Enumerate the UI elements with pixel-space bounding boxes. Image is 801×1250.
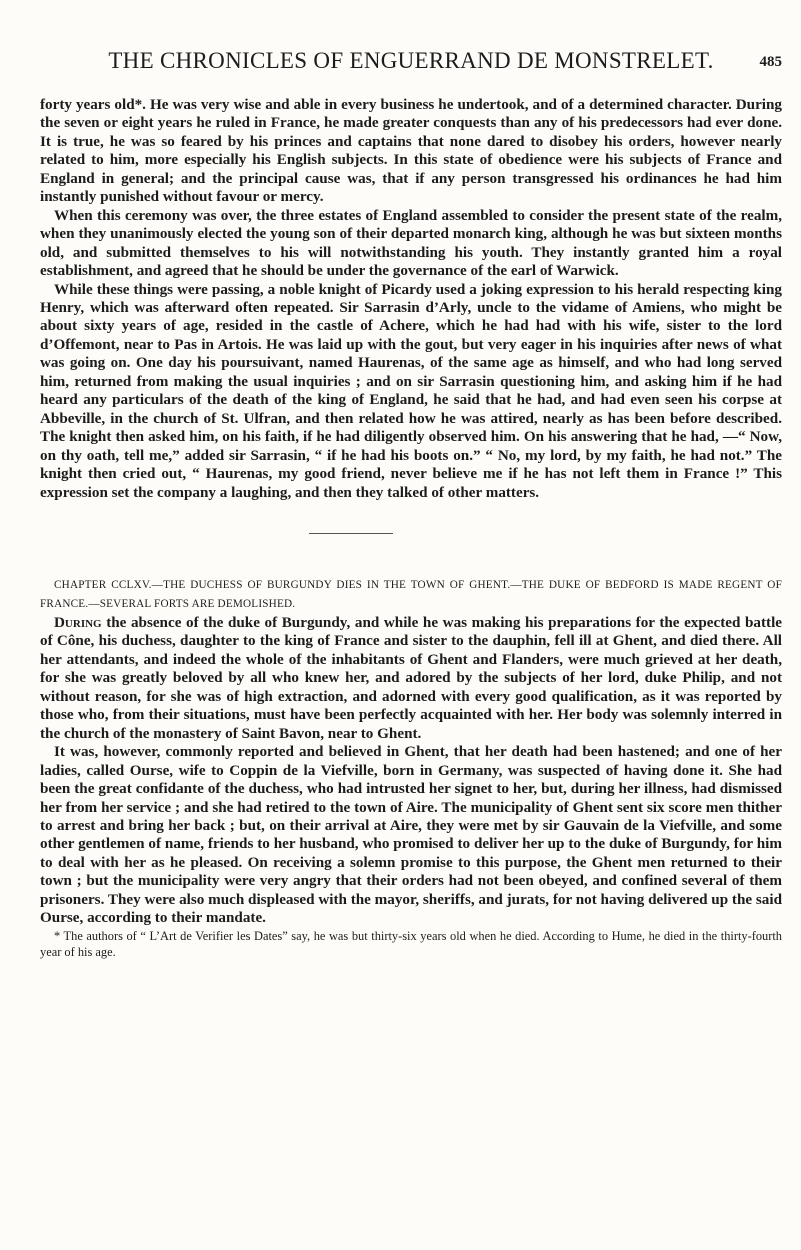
section-divider-area <box>40 502 782 576</box>
paragraph-text: the absence of the duke of Burgundy, and while he was making his preparations for the expected battle of Cône, his duchess, daughter to the king of France and sister to the dauphin, fell ill at Ghent, and died there. All her attendants, and indeed the whole of the inhabitants of Ghent and Flanders, were much grieved at her death, for she was greatly beloved by all who knew her, and adored by the subjects of her lord, duke Philip, and not without reason, for she was of high extraction, and adorned with every good qualification, as it was reported by those who, from their situations, must have been perfectly acquainted with her. Her body was solemnly interred in the church of the monastery of Saint Bavon, near to Ghent. <box>40 613 782 742</box>
paragraph: While these things were passing, a noble knight of Picardy used a joking expression to his herald respecting king Henry, which was afterward often repeated. Sir Sarrasin d’Arly, uncle to the vidame of Amiens, who might be about sixty years of age, resided in the castle of Achere, which he had had with his wife, sister to the lord d’Offemont, near to Pas in Artois. He was laid up with the gout, but very eager in his inquiries after news of what was going on. One day his poursuivant, named Haurenas, of the same age as himself, and who had long served him, returned from making the usual inquiries ; and on sir Sarrasin questioning him, and asking him if he had heard any particulars of the death of the king of England, he said that he had, and had even seen his corpse at Abbeville, in the church of St. Ulfran, and then related how he was attired, nearly as has been before described. The knight then asked him, on his faith, if he had diligently observed him. On his answering that he had, —“ Now, on thy oath, tell me,” added sir Sarrasin, “ if he had his boots on.” “ No, my lord, by my faith, he had not.” The knight then cried out, “ Haurenas, my good friend, never believe me if he has not left them in France !” This expression set the company a laughing, and then they talked of other matters. <box>40 280 782 501</box>
page-number: 485 <box>759 54 782 70</box>
running-title: THE CHRONICLES OF ENGUERRAND DE MONSTRELET. <box>108 48 714 73</box>
running-header <box>40 48 782 78</box>
page-body <box>40 96 782 961</box>
paragraph: forty years old*. He was very wise and able in every business he undertook, and of a determined character. During the seven or eight years he ruled in France, he made greater conquests than any of his predecessors had ever done. It is true, he was so feared by his princes and captains that none dared to disobey his orders, however nearly related to him, more especially his English subjects. In this state of obedience were his subjects of France and England in general; and the principal cause was, that if any person transgressed his ordinances he had him instantly punished without favour or mercy. <box>40 96 782 206</box>
paragraph <box>40 614 782 743</box>
paragraph: When this ceremony was over, the three estates of England assembled to consider the present state of the realm, when they unanimously elected the young son of their departed monarch king, although he was but sixteen months old, and submitted themselves to his will notwithstanding his youth. They instantly granted him a royal establishment, and agreed that he should be under the governance of the earl of Warwick. <box>40 206 782 280</box>
section-divider <box>309 533 393 534</box>
paragraph-lead-word: During <box>54 613 102 631</box>
paragraph: It was, however, commonly reported and believed in Ghent, that her death had been hastened; and one of her ladies, called Ourse, wife to Coppin de la Viefville, born in Germany, was suspected of having done it. She had been the great confidante of the duchess, who had intrusted her signet to her, but, during her illness, had dismissed her from her service ; and she had retired to the town of Aire. The municipality of Ghent sent six score men thither to arrest and bring her back ; but, on their arrival at Aire, they were met by sir Gauvain de la Viefville, and some other gentlemen of name, friends to her husband, who promised to deliver her up to the duke of Burgundy, for him to deal with her as he pleased. On receiving a solemn promise to this purpose, the Ghent men returned to their town ; but the municipality were very angry that their orders had not been obeyed, and confined several of them prisoners. They were also much displeased with the mayor, sheriffs, and jurats, for not having delivered up the said Ourse, according to their mandate. <box>40 743 782 927</box>
chapter-heading: CHAPTER CCLXV.—THE DUCHESS OF BURGUNDY DIES IN THE TOWN OF GHENT.—THE DUKE OF BEDFORD IS MADE REGENT OF FRANCE.—SEVERAL FORTS ARE DEMOLISHED. <box>40 578 782 610</box>
footnote: * The authors of “ L’Art de Verifier les Dates” say, he was but thirty-six years old when he died. According to Hume, he died in the thirty-fourth year of his age. <box>40 928 782 960</box>
